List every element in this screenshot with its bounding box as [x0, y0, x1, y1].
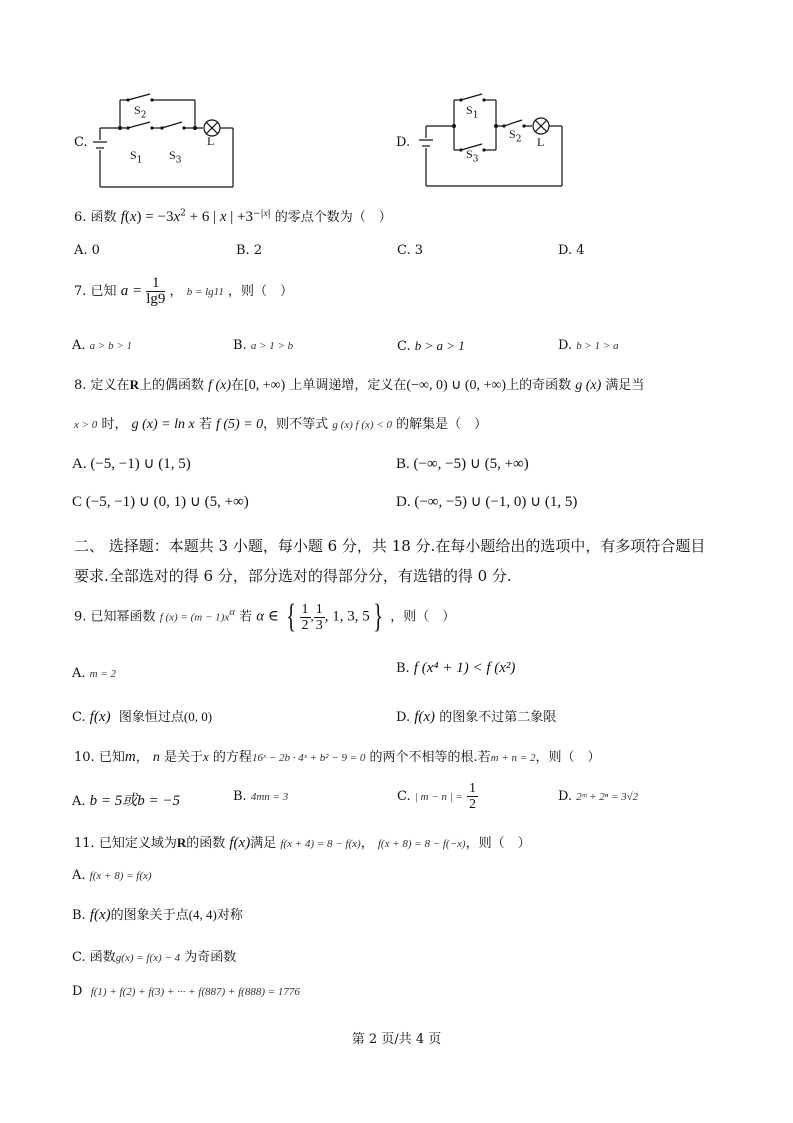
q9-option-b[interactable]: B. f (x⁴ + 1) < f (x²): [396, 660, 516, 676]
q7-option-b[interactable]: B. a > 1 > b: [233, 338, 294, 353]
q7-option-a[interactable]: A. a > b > 1: [72, 338, 133, 353]
switch-s3-label: $S_3$: [169, 148, 182, 166]
switch-s2-label-d: $S_2$: [509, 127, 522, 145]
q10-option-d[interactable]: D. 2ᵐ + 2ⁿ = 3√2: [558, 789, 639, 804]
q6-function: f: [120, 209, 125, 225]
question-8-line1: 8. 定义在R上的偶函数 f (x)在[0, +∞) 上单调递增，定义在(−∞, 0) ∪ (0, +∞)上的奇函数 g (x) 满足当: [74, 377, 645, 393]
q10-option-a[interactable]: A. b = 5或b = −5: [72, 793, 181, 809]
q11-option-b[interactable]: B. f(x)的图象关于点(4, 4)对称: [72, 907, 243, 923]
circuit-diagram-c: [90, 92, 240, 192]
q9-option-c[interactable]: C. f(x) 图象恒过点(0, 0): [72, 709, 213, 725]
q7-fraction: $\frac{1}{\lg 9}$: [146, 275, 166, 307]
question-11-stem: 11. 已知定义域为R的函数 f(x)满足 f(x + 4) = 8 − f(x)， f(x + 8) = 8 − f(−x)，则（ ）: [74, 835, 531, 851]
q6-option-a[interactable]: A. 0: [74, 243, 100, 258]
q7-option-c[interactable]: C. b > a > 1: [397, 338, 465, 354]
option-d-label: D.: [396, 135, 411, 150]
q11-option-d[interactable]: D f(1) + f(2) + f(3) + ··· + f(887) + f(888) = 1776: [72, 984, 300, 999]
question-10-stem: 10. 已知m， n 是关于x 的方程16ˣ − 2b · 4ˣ + b² − 9 = 0 的两个不相等的根.若m + n = 2，则（ ）: [74, 749, 601, 765]
question-9-stem: 9. 已知幂函数 f $(x) = (m - 1)x^\alpha$ 若 α ∈ { $\frac{1}{2}$ , $\frac{1}{3}$ , 1, 3, 5} ，则（ ）: [74, 598, 456, 635]
q6-option-c[interactable]: C. 3: [397, 243, 424, 258]
question-8-line2: x > 0 时， g (x) = ln x 若 f (5) = 0，则不等式 g (x) f (x) < 0 的解集是（ ）: [74, 417, 488, 432]
lamp-label: L: [207, 134, 215, 148]
question-7-stem: 7. 已知 a = $\frac{1}{\lg 9}$ ， b = lg11 ，则（ ）: [74, 275, 294, 307]
q11-option-a[interactable]: A. f(x + 8) = f(x): [72, 868, 152, 883]
switch-s2-label: $S_2$: [134, 103, 147, 121]
q9-option-d[interactable]: D. f(x) 的图象不过第二象限: [396, 709, 557, 725]
lamp-label-d: L: [537, 135, 545, 149]
q11-option-c[interactable]: C. 函数g(x) = f(x) − 4 为奇函数: [72, 950, 237, 965]
q9-option-a[interactable]: A. m = 2: [72, 666, 117, 681]
q10-option-c[interactable]: C. | m − n | = $\frac{1}{2}$: [397, 781, 476, 812]
q8-option-b[interactable]: B. (−∞, −5) ∪ (5, +∞): [396, 456, 529, 472]
question-6-stem: 6. 函数 $f(x) = -3x^2 + 6$ | x | $+3^{-|x|}$ 的零点个数为（ ）: [74, 207, 392, 225]
section-2-instructions-line1: 二、 选择题：本题共 3 小题，每小题 6 分，共 18 分.在每小题给出的选项中，有多项符合题目: [74, 537, 706, 555]
q10-option-b[interactable]: B. 4mn = 3: [233, 789, 289, 804]
page-footer: 第 2 页/共 4 页: [351, 1032, 442, 1047]
q6-option-b[interactable]: B. 2: [236, 243, 263, 258]
switch-s1-label-d: $S_1$: [466, 103, 479, 121]
section-2-instructions-line2: 要求.全部选对的得 6 分，部分选对的得部分分，有选错的得 0 分.: [74, 567, 512, 585]
q8-option-d[interactable]: D. (−∞, −5) ∪ (−1, 0) ∪ (1, 5): [396, 494, 578, 510]
option-c-label: C.: [74, 135, 88, 150]
q6-option-d[interactable]: D. 4: [558, 243, 585, 258]
q8-option-a[interactable]: A. (−5, −1) ∪ (1, 5): [72, 456, 191, 472]
q8-option-c[interactable]: C (−5, −1) ∪ (0, 1) ∪ (5, +∞): [72, 494, 249, 510]
q7-option-d[interactable]: D. b > 1 > a: [558, 338, 619, 353]
switch-s1-label: $S_1$: [130, 148, 143, 166]
switch-s3-label-d: $S_3$: [466, 147, 479, 165]
